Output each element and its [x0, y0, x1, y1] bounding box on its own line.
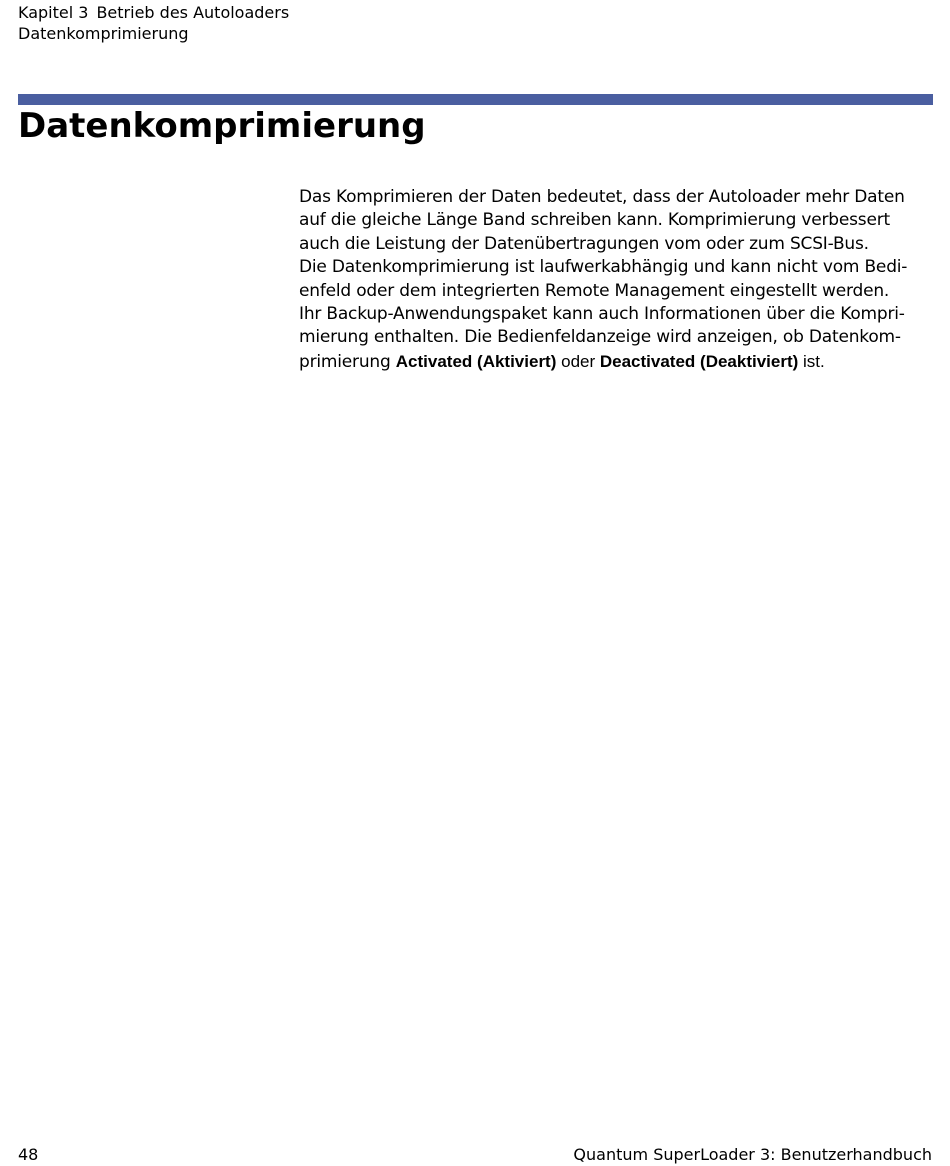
or-text: oder	[556, 351, 600, 371]
activated-term: Activated (Aktiviert)	[395, 351, 557, 371]
body-line: auf die gleiche Länge Band schreiben kann. Komprimierung verbessert	[299, 210, 890, 231]
chapter-title: Betrieb des Autoloaders	[96, 3, 290, 22]
body-line: auch die Leistung der Datenübertragungen vom oder zum SCSI-Bus.	[299, 233, 869, 254]
body-line: Das Komprimieren der Daten bedeutet, dass der Autoloader mehr Daten	[299, 187, 905, 207]
section-name: Datenkomprimierung	[18, 24, 189, 43]
running-header	[18, 2, 289, 44]
page-number: 48	[18, 1145, 39, 1164]
chapter-number: Kapitel 3	[18, 3, 89, 22]
body-paragraph	[299, 186, 935, 374]
end-text: ist.	[798, 351, 825, 371]
body-line: mierung enthalten. Die Bedienfeldanzeige wird anzeigen, ob Datenkom-	[299, 327, 901, 348]
body-line: Die Datenkomprimierung ist laufwerkabhängig und kann nicht vom Bedi-	[299, 257, 908, 278]
body-line: Ihr Backup-Anwendungspaket kann auch Informationen über die Kompri-	[299, 304, 905, 325]
deactivated-term: Deactivated (Deaktiviert)	[599, 351, 799, 371]
page-title: Datenkomprimierung	[18, 106, 426, 146]
book-title: Quantum SuperLoader 3: Benutzerhandbuch	[573, 1145, 932, 1164]
chapter-line	[18, 2, 289, 23]
body-line: enfeld oder dem integrierten Remote Management eingestellt werden.	[299, 280, 890, 301]
body-line: primierung	[299, 351, 396, 372]
